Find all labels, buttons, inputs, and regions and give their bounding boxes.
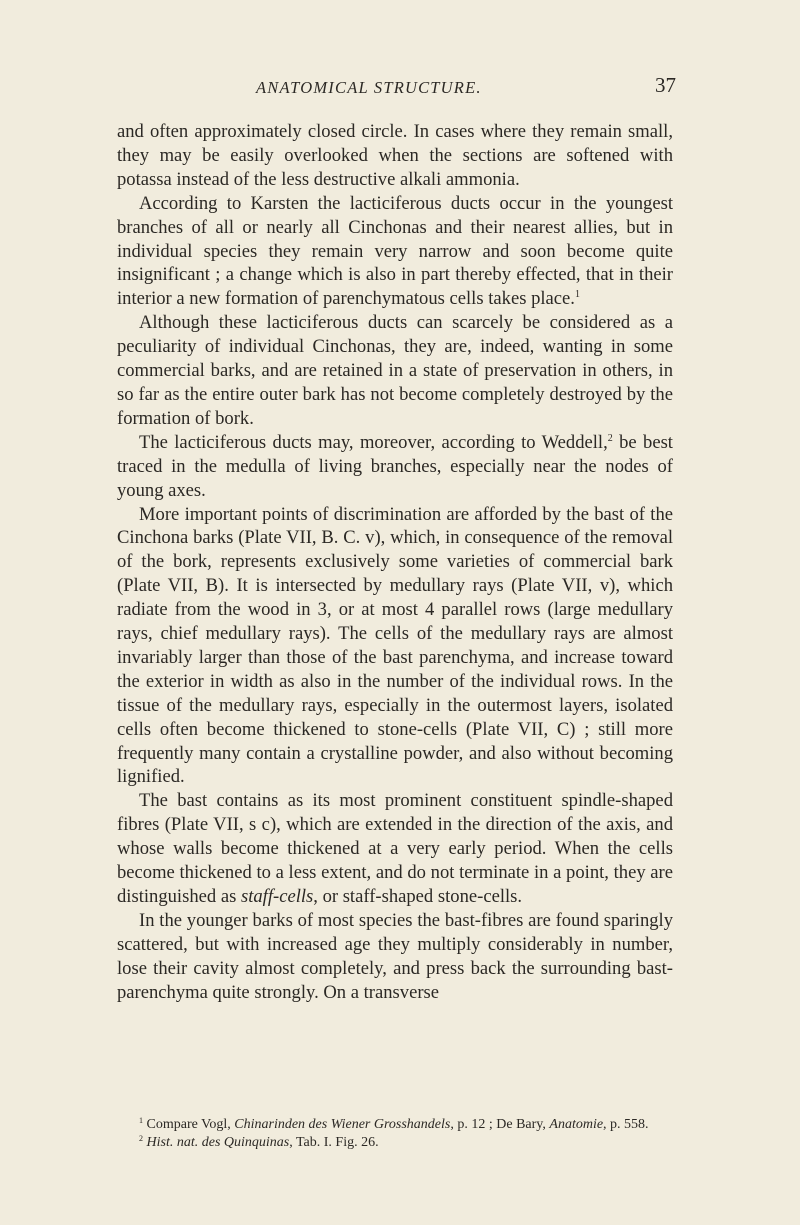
page-header xyxy=(256,73,676,98)
paragraph: In the younger barks of most species the bast-fibres are found sparingly scattered, but with increased age they multiply considerably in number, lose their cavity almost completely, and press back the surrounding bast-parenchyma quite strongly. On a transverse xyxy=(117,909,673,1003)
paragraph: Although these lacticiferous ducts can scarcely be considered as a peculiarity of individual Cinchonas, they are, indeed, wanting in some commercial barks, and are retained in a state of preservation in others, in so far as the entire outer bark has not become completely destroyed by the formation of bork. xyxy=(117,312,673,429)
paragraph: According to Karsten the lacticiferous ducts occur in the youngest branches of all or nearly all Cinchonas and their nearest allies, but in individual species they remain very narrow and soon become quite insignificant ; a change which is also in part thereby effected, that in their interior a new formation of parenchymatous cells takes place.$^1$ xyxy=(117,192,673,310)
footnotes xyxy=(117,1116,673,1151)
footnote-ref: 2 xyxy=(607,432,613,444)
body-text xyxy=(117,120,673,1005)
emphasis-term: staff-cells xyxy=(240,886,314,907)
footnote-ref: 1 xyxy=(574,289,580,301)
footnote: $^2$ Hist. nat. des Quinquinas, Tab. I. Fig. 26. xyxy=(139,1133,379,1150)
paragraph: More important points of discrimination are afforded by the bast of the Cinchona barks (Plate VII, B. C. v), which, in consequence of the removal of the bork, represents exclusively some varieties of commercial bark (Plate VII, B). It is intersected by medullary rays (Plate VII, v), which radiate from the wood in 3, or at most 4 parallel rows (large medullary rays, chief medullary rays). The cells of the medullary rays are almost invariably larger than those of the bast parenchyma, and increase toward the exterior in width as also in the number of the individual rows. In the tissue of the medullary rays, especially in the outermost layers, isolated cells often become thickened to stone-cells (Plate VII, C) ; still more frequently many contain a crystalline powder, and also without becoming lignified. xyxy=(117,503,673,788)
page-number: 37 xyxy=(655,73,676,97)
paragraph: The lacticiferous ducts may, moreover, according to Weddell,$^2$ be best traced in the medulla of living branches, especially near the nodes of young axes. xyxy=(117,431,673,501)
running-title: ANATOMICAL STRUCTURE. xyxy=(256,78,482,97)
paragraph: and often approximately closed circle. In cases where they remain small, they may be easily overlooked when the sections are softened with potassa instead of the less destructive alkali ammonia. xyxy=(117,121,673,190)
paragraph: The bast contains as its most prominent constituent spindle-shaped fibres (Plate VII, s c), which are extended in the direction of the axis, and whose walls become thickened at a very early period. When the cells become thickened to a less extent, and do not terminate in a point, they are distinguished as staff-cells, or staff-shaped stone-cells. xyxy=(117,790,673,907)
footnote: $^1$ Compare Vogl, Chinarinden des Wiener Grosshandels, p. 12 ; De Bary, Anatomie, p. 558. xyxy=(139,1116,649,1132)
